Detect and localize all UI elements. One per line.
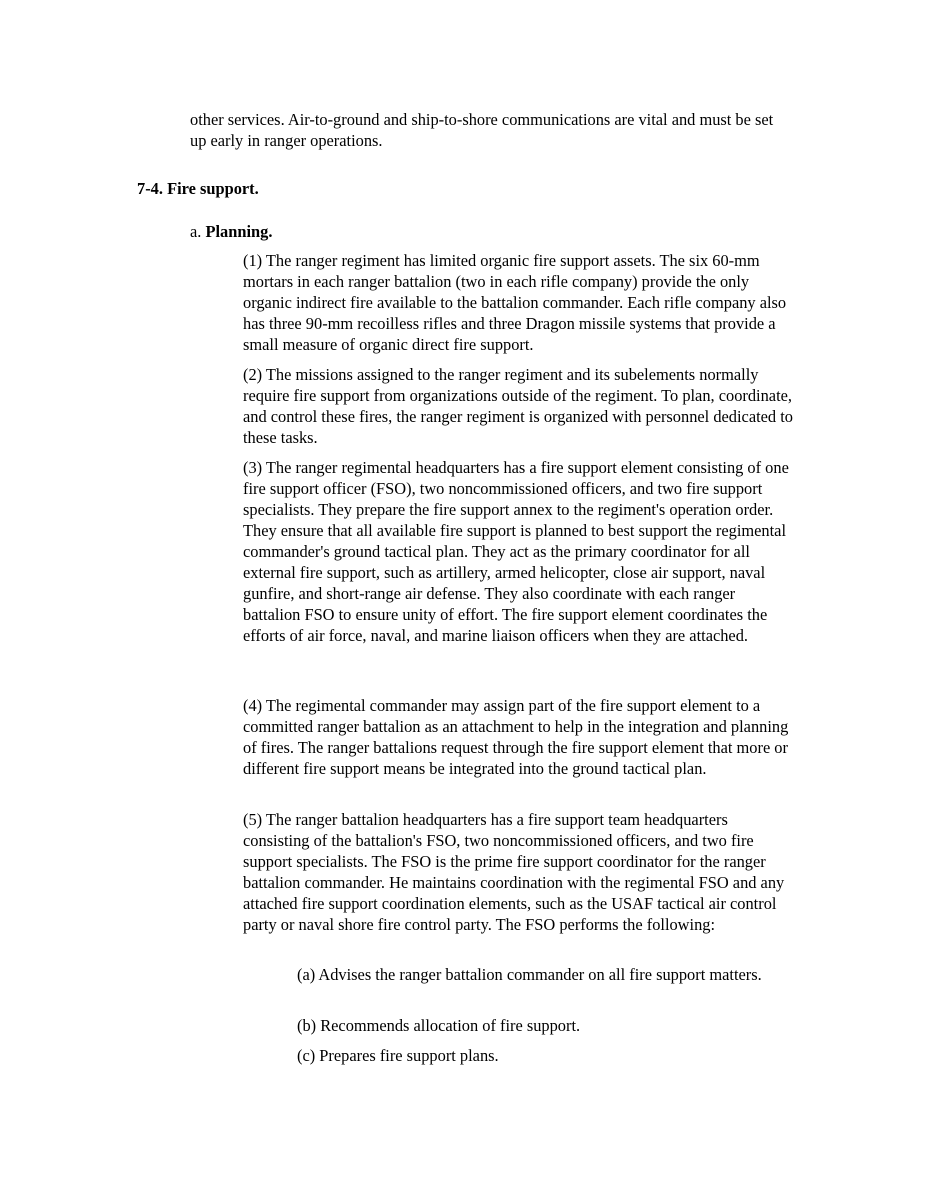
subsection-letter: a. <box>190 222 202 241</box>
section-number: 7-4. <box>137 179 163 198</box>
list-item-b: (b) Recommends allocation of fire support. <box>297 1016 581 1035</box>
list-item-c: (c) Prepares fire support plans. <box>297 1046 499 1065</box>
paragraph-5: (5) The ranger battalion headquarters has a fire support team headquarters consisting of the battalion's FSO, two noncommissioned officers, and two fire support specialists. The FSO is the prime fire support coordinator for the ranger battalion commander. He maintains coordination with the regimental FSO and any attached fire support coordination elements, such as the USAF tactical air control party or naval shore fire control party. The FSO performs the following: <box>243 810 785 934</box>
subsection-heading <box>190 221 272 242</box>
subsection-title: Planning. <box>205 222 273 241</box>
paragraph-3: (3) The ranger regimental headquarters has a fire support element consisting of one fire support officer (FSO), two noncommissioned officers, and two fire support specialists. They prepare the fire support annex to the regiment's operation order. They ensure that all available fire support is planned to best support the regimental commander's ground tactical plan. They act as the primary coordinator for all external fire support, such as artillery, armed helicopter, close air support, naval gunfire, and short-range air defense. They also coordinate with each ranger battalion FSO to ensure unity of effort. The fire support element coordinates the efforts of air force, naval, and marine liaison officers when they are attached. <box>243 458 789 645</box>
paragraph-4: (4) The regimental commander may assign part of the fire support element to a committed ranger battalion as an attachment to help in the integration and planning of fires. The ranger battalions request through the fire support element that more or different fire support means be integrated into the ground tactical plan. <box>243 696 789 778</box>
section-heading <box>137 178 259 199</box>
list-item-a: (a) Advises the ranger battalion commander on all fire support matters. <box>297 965 762 984</box>
paragraph-1: (1) The ranger regiment has limited organic fire support assets. The six 60-mm mortars in each ranger battalion (two in each rifle company) provide the only organic indirect fire available to the battalion commander. Each rifle company also has three 90-mm recoilless rifles and three Dragon missile systems that provide a small measure of organic direct fire support. <box>243 251 787 354</box>
intro-paragraph: other services. Air-to-ground and ship-to-shore communications are vital and must be set up early in ranger operations. <box>190 110 774 150</box>
section-title: Fire support. <box>167 179 259 198</box>
paragraph-2: (2) The missions assigned to the ranger regiment and its subelements normally require fire support from organizations outside of the regiment. To plan, coordinate, and control these fires, the ranger regiment is organized with personnel dedicated to these tasks. <box>243 365 793 447</box>
